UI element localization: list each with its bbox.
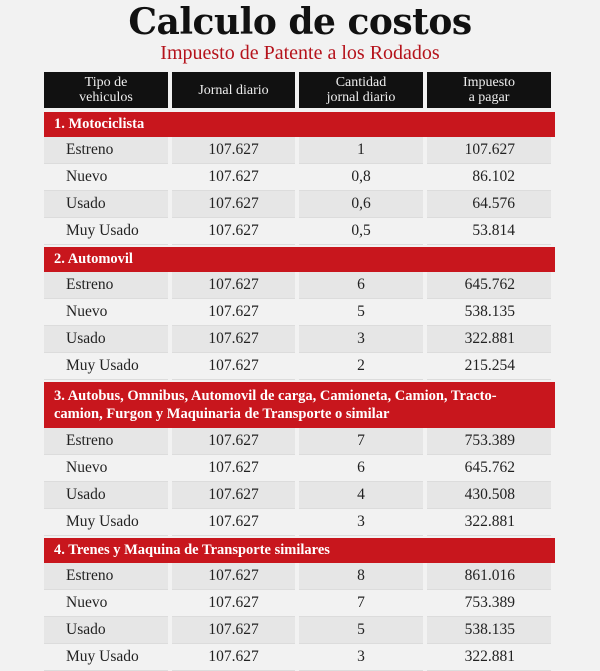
daily-wage-cell: 107.627 [172, 644, 295, 671]
tax-amount-cell: 322.881 [427, 509, 551, 536]
table-row [44, 326, 555, 353]
section-rows [44, 272, 555, 380]
page-title: Calculo de costos [128, 1, 472, 43]
wage-quantity-cell: 0,6 [299, 191, 423, 218]
section-header: 2. Automovil [44, 247, 555, 272]
table-row [44, 164, 555, 191]
table-row [44, 299, 555, 326]
vehicle-condition-cell: Estreno [44, 563, 168, 590]
tax-amount-cell: 538.135 [427, 299, 551, 326]
daily-wage-cell: 107.627 [172, 428, 295, 455]
daily-wage-cell: 107.627 [172, 482, 295, 509]
tax-amount-cell: 64.576 [427, 191, 551, 218]
daily-wage-cell: 107.627 [172, 164, 295, 191]
vehicle-condition-cell: Muy Usado [44, 644, 168, 671]
vehicle-condition-cell: Usado [44, 482, 168, 509]
section-rows [44, 137, 555, 245]
vehicle-condition-cell: Nuevo [44, 299, 168, 326]
table-row [44, 191, 555, 218]
table-row [44, 482, 555, 509]
section-header: 3. Autobus, Omnibus, Automovil de carga, Camioneta, Camion, Tracto-camion, Furgon y Maquinaria de Transporte o similar [44, 382, 555, 428]
vehicle-condition-cell: Estreno [44, 428, 168, 455]
section-header: 4. Trenes y Maquina de Transporte similares [44, 538, 555, 563]
wage-quantity-cell: 5 [299, 617, 423, 644]
tax-amount-cell: 215.254 [427, 353, 551, 380]
daily-wage-cell: 107.627 [172, 137, 295, 164]
table-row [44, 509, 555, 536]
wage-quantity-cell: 7 [299, 590, 423, 617]
table-row [44, 617, 555, 644]
tax-amount-cell: 538.135 [427, 617, 551, 644]
vehicle-condition-cell: Nuevo [44, 590, 168, 617]
vehicle-condition-cell: Muy Usado [44, 509, 168, 536]
wage-quantity-cell: 7 [299, 428, 423, 455]
table-row [44, 590, 555, 617]
table-row [44, 353, 555, 380]
vehicle-condition-cell: Usado [44, 191, 168, 218]
tax-amount-cell: 322.881 [427, 326, 551, 353]
column-header-tax-amount: Impuesto a pagar [427, 72, 551, 108]
table-row [44, 137, 555, 164]
daily-wage-cell: 107.627 [172, 455, 295, 482]
vehicle-condition-cell: Estreno [44, 137, 168, 164]
vehicle-condition-cell: Muy Usado [44, 353, 168, 380]
wage-quantity-cell: 1 [299, 137, 423, 164]
table-row [44, 272, 555, 299]
column-header-daily-wage: Jornal diario [172, 72, 295, 108]
vehicle-condition-cell: Nuevo [44, 455, 168, 482]
wage-quantity-cell: 0,5 [299, 218, 423, 245]
column-header-wage-quantity: Cantidad jornal diario [299, 72, 423, 108]
daily-wage-cell: 107.627 [172, 590, 295, 617]
wage-quantity-cell: 6 [299, 455, 423, 482]
daily-wage-cell: 107.627 [172, 509, 295, 536]
wage-quantity-cell: 2 [299, 353, 423, 380]
daily-wage-cell: 107.627 [172, 191, 295, 218]
page-header [0, 0, 600, 64]
vehicle-condition-cell: Usado [44, 326, 168, 353]
tax-amount-cell: 322.881 [427, 644, 551, 671]
table-row [44, 455, 555, 482]
wage-quantity-cell: 5 [299, 299, 423, 326]
table-row [44, 644, 555, 671]
daily-wage-cell: 107.627 [172, 326, 295, 353]
wage-quantity-cell: 3 [299, 644, 423, 671]
daily-wage-cell: 107.627 [172, 353, 295, 380]
vehicle-condition-cell: Nuevo [44, 164, 168, 191]
daily-wage-cell: 107.627 [172, 218, 295, 245]
section-rows [44, 563, 555, 671]
tax-amount-cell: 107.627 [427, 137, 551, 164]
wage-quantity-cell: 6 [299, 272, 423, 299]
daily-wage-cell: 107.627 [172, 272, 295, 299]
table-body [44, 112, 555, 671]
section-header: 1. Motociclista [44, 112, 555, 137]
tax-amount-cell: 753.389 [427, 590, 551, 617]
vehicle-condition-cell: Estreno [44, 272, 168, 299]
daily-wage-cell: 107.627 [172, 563, 295, 590]
tax-amount-cell: 86.102 [427, 164, 551, 191]
daily-wage-cell: 107.627 [172, 299, 295, 326]
wage-quantity-cell: 3 [299, 509, 423, 536]
wage-quantity-cell: 3 [299, 326, 423, 353]
wage-quantity-cell: 8 [299, 563, 423, 590]
wage-quantity-cell: 0,8 [299, 164, 423, 191]
daily-wage-cell: 107.627 [172, 617, 295, 644]
tax-amount-cell: 645.762 [427, 455, 551, 482]
table-header [44, 72, 555, 108]
table-row [44, 428, 555, 455]
table-row [44, 218, 555, 245]
tax-amount-cell: 645.762 [427, 272, 551, 299]
vehicle-condition-cell: Usado [44, 617, 168, 644]
vehicle-condition-cell: Muy Usado [44, 218, 168, 245]
page-subtitle: Impuesto de Patente a los Rodados [160, 42, 440, 64]
tax-amount-cell: 753.389 [427, 428, 551, 455]
table-row [44, 563, 555, 590]
cost-table [44, 72, 555, 671]
tax-amount-cell: 861.016 [427, 563, 551, 590]
tax-amount-cell: 430.508 [427, 482, 551, 509]
column-header-vehicle-type: Tipo de vehiculos [44, 72, 168, 108]
tax-amount-cell: 53.814 [427, 218, 551, 245]
wage-quantity-cell: 4 [299, 482, 423, 509]
section-rows [44, 428, 555, 536]
